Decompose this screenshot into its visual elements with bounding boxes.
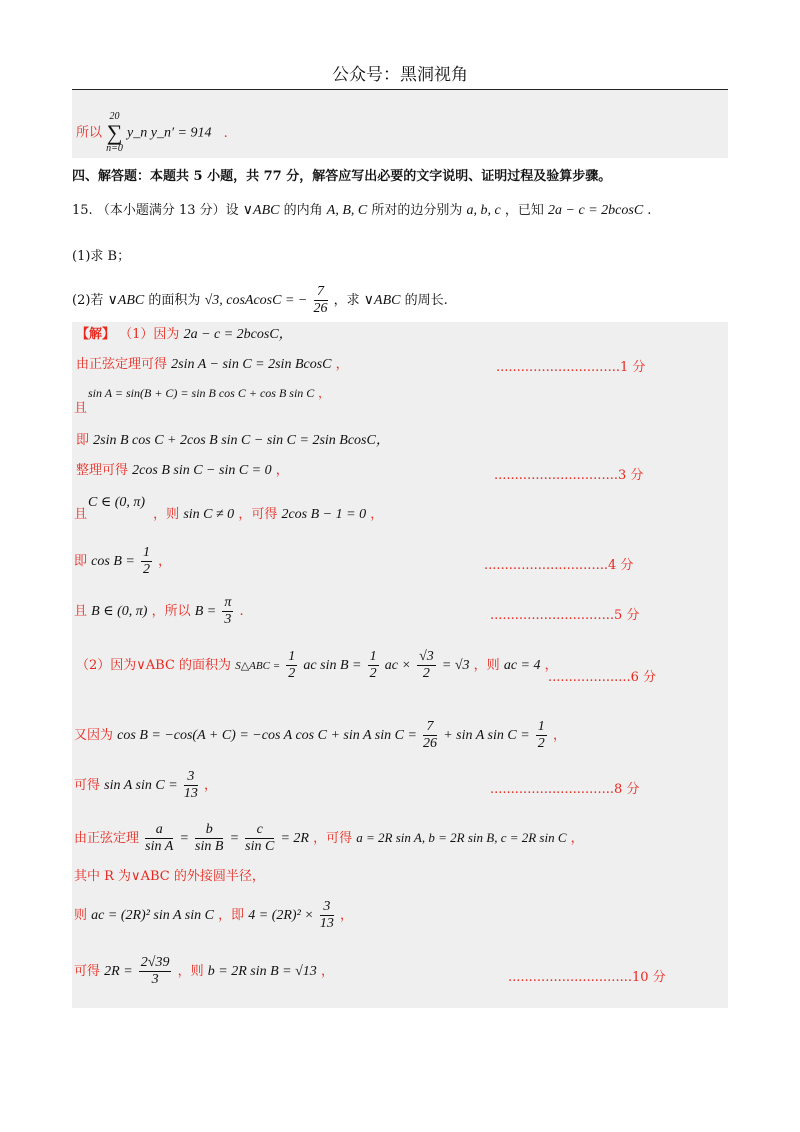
previous-answer-box xyxy=(72,90,728,158)
solution-text: ，可得 xyxy=(238,507,278,522)
expression: 2sin A − sin C = 2sin BcosC xyxy=(171,357,332,372)
denominator: sin A xyxy=(145,839,174,854)
expression: sin A = sin(B + C) = sin B cos C + cos B sin C xyxy=(88,386,315,400)
solution-text: （2）因为∨ABC 的面积为 xyxy=(76,658,232,673)
fraction xyxy=(320,899,334,932)
fraction xyxy=(245,822,274,855)
solution-text: ，则 xyxy=(153,507,180,522)
solution-part-2-line-1 xyxy=(76,646,558,686)
fraction xyxy=(423,719,437,752)
denominator: 2 xyxy=(369,666,377,681)
solution-text: 可得 xyxy=(74,964,101,979)
problem-intro: （本小题满分 13 分）设 xyxy=(96,203,239,218)
expression: b = 2R sin B = √13 xyxy=(207,964,317,979)
score-mark-6: ....................6 分 xyxy=(548,670,657,685)
expression: ac sin B = xyxy=(303,658,362,673)
triangle-abc: ∨ABC xyxy=(242,203,280,218)
sides: a, b, c xyxy=(466,203,501,218)
solution-text: 整理可得 xyxy=(76,463,129,478)
part-1: (1)求 B； xyxy=(72,249,131,264)
fraction xyxy=(536,719,547,752)
solution-text: 可得 xyxy=(74,778,101,793)
expression: 2R = xyxy=(104,964,133,979)
solution-line-6 xyxy=(74,506,383,524)
solution-line-4 xyxy=(76,432,390,450)
part2-expression: √3, cosAcosC = − xyxy=(204,293,308,308)
triangle-abc: ∨ABC xyxy=(107,293,145,308)
numerator: 1 xyxy=(142,545,150,560)
solution-text: ，则 xyxy=(473,658,500,673)
denominator: 2 xyxy=(422,666,430,681)
solution-text: 又因为 xyxy=(74,728,114,743)
score-mark-1: ..............................1 分 xyxy=(496,360,646,375)
solution-text: ，所以 xyxy=(151,604,191,619)
solution-part-2-line-6 xyxy=(74,896,353,936)
punct: ， xyxy=(275,463,289,478)
solution-text: 即 xyxy=(76,433,90,448)
expression: 2cos B sin C − sin C = 0 xyxy=(132,463,272,478)
part2-label: (2)若 xyxy=(72,293,104,308)
solution-text: 则 xyxy=(74,908,88,923)
solution-text: （1）因为 xyxy=(119,327,180,342)
solution-part-2-line-7 xyxy=(74,952,334,992)
numerator: c xyxy=(245,822,274,839)
expression: ac = (2R)² sin A sin C xyxy=(91,908,214,923)
so-label: 所以 xyxy=(76,125,103,141)
numerator: π xyxy=(224,595,232,610)
solution-text: 由正弦定理可得 xyxy=(76,357,168,372)
numerator: 3 xyxy=(184,769,198,786)
denominator: 2 xyxy=(142,562,150,577)
problem-number: 15. xyxy=(72,203,93,218)
section-title: 四、解答题：本题共 5 小题，共 77 分，解答应写出必要的文字说明、证明过程及验算步骤。 xyxy=(72,169,612,184)
problem-text: ，已知 xyxy=(504,203,544,218)
numerator: 2√39 xyxy=(140,955,170,970)
denominator: sin B xyxy=(195,839,224,854)
solution-text: ，即 xyxy=(218,908,245,923)
expression: = √3 xyxy=(441,658,470,673)
score-mark-5: ..............................5 分 xyxy=(490,608,640,623)
numerator: 1 xyxy=(537,719,545,734)
solution-line-8 xyxy=(74,594,244,630)
denominator: sin C xyxy=(245,839,275,854)
numerator: b xyxy=(195,822,223,839)
numerator: 7 xyxy=(314,284,328,301)
expression: cos B = −cos(A + C) = −cos A cos C + sin A sin C = xyxy=(117,728,417,743)
numerator: 7 xyxy=(423,719,437,736)
denominator: 26 xyxy=(313,301,328,316)
solution-line-3 xyxy=(88,384,330,402)
numerator: a xyxy=(145,822,173,839)
page-header: 公众号：黑洞视角 xyxy=(332,65,468,85)
denominator: 13 xyxy=(319,916,334,931)
denominator: 3 xyxy=(224,612,232,627)
punct: ， xyxy=(544,658,558,673)
punct: ， xyxy=(552,728,566,743)
score-mark-8: ..............................8 分 xyxy=(490,782,640,797)
denominator: 2 xyxy=(288,666,296,681)
and-label: 且 xyxy=(74,401,88,416)
solution-part-2-line-2 xyxy=(74,716,566,756)
problem-statement xyxy=(72,202,651,220)
solution-line-5 xyxy=(76,462,289,480)
period: . xyxy=(223,125,228,141)
sum-lower: n=0 xyxy=(106,143,123,154)
expression: a = 2R sin A, b = 2R sin B, c = 2R sin C xyxy=(356,830,567,845)
part-2 xyxy=(72,284,448,317)
denominator: 26 xyxy=(423,736,438,751)
fraction xyxy=(222,595,233,628)
fraction xyxy=(368,649,379,682)
expression: = 2R xyxy=(280,831,309,846)
punct: ， xyxy=(570,831,584,846)
denominator: 2 xyxy=(537,736,545,751)
part2-text: 的面积为 xyxy=(148,293,201,308)
fraction xyxy=(314,284,328,317)
angles: A, B, C xyxy=(326,203,368,218)
given-equation: 2a − c = 2bcosC xyxy=(548,203,644,218)
denominator: 13 xyxy=(183,786,198,801)
numerator: 1 xyxy=(288,649,296,664)
score-mark-3: ..............................3 分 xyxy=(494,468,644,483)
solution-part-2-line-3 xyxy=(74,766,217,806)
part2-text: ，求 xyxy=(333,293,360,308)
fraction xyxy=(286,649,297,682)
solution-text: 即 xyxy=(74,554,88,569)
expression: 2a − c = 2bcosC， xyxy=(183,327,293,342)
expression: sin A sin C = xyxy=(104,778,178,793)
solution-line-1 xyxy=(76,326,293,344)
numerator: 3 xyxy=(320,899,334,916)
expression: 2cos B − 1 = 0 xyxy=(281,507,367,522)
denominator: 3 xyxy=(151,972,159,987)
expression: ac = 4 xyxy=(503,658,541,673)
fraction xyxy=(417,649,436,682)
sum-upper: 20 xyxy=(109,111,120,122)
punct: ， xyxy=(158,554,172,569)
and-label: 且 xyxy=(74,507,88,522)
solution-line-2 xyxy=(76,356,349,374)
sum-expression: y_n y_n′ = 914 xyxy=(127,125,212,141)
solution-part-2-line-4: 由正弦定理 $\frac{a}{\text{sin A}}$ = $\frac{b}{\text{sin B}}$ = $\frac{c}{\text{sin C}}$ = 2R ，可得 a = 2R sin A, b = 2R sin B, c = 2R sin C ， xyxy=(74,822,584,854)
solution-text: 且 xyxy=(74,604,88,619)
numerator: 1 xyxy=(369,649,377,664)
solution-line-7 xyxy=(74,544,171,580)
expression: sin C ≠ 0 xyxy=(183,507,235,522)
solution-text: 由正弦定理 xyxy=(74,831,140,846)
solution-tag: 【解】 xyxy=(76,327,116,342)
problem-text: 的内角 xyxy=(283,203,323,218)
punct: ， xyxy=(318,386,331,400)
punct: . xyxy=(239,604,244,619)
expression: cos B = xyxy=(91,554,135,569)
problem-end: . xyxy=(647,203,652,218)
part2-end: 的周长. xyxy=(404,293,448,308)
fraction xyxy=(145,822,173,855)
problem-text: 所对的边分别为 xyxy=(371,203,463,218)
punct: ， xyxy=(335,357,349,372)
punct: ， xyxy=(320,964,334,979)
expression: B = xyxy=(194,604,217,619)
solution-part-2-line-5: 其中 R 为∨ABC 的外接圆半径， xyxy=(74,869,265,884)
expression: S△ABC = xyxy=(235,660,281,672)
score-mark-4: ..............................4 分 xyxy=(484,558,634,573)
fraction xyxy=(141,545,152,578)
sigma-icon: ∑ xyxy=(106,120,123,145)
punct: ， xyxy=(370,507,384,522)
punct: ， xyxy=(203,778,217,793)
expression: C ∈ (0, π) xyxy=(88,495,146,510)
expression: + sin A sin C = xyxy=(443,728,530,743)
expression: ac × xyxy=(384,658,411,673)
summation xyxy=(106,112,123,154)
score-mark-10: ..............................10 分 xyxy=(508,970,666,985)
fraction xyxy=(139,955,172,988)
punct: ， xyxy=(340,908,354,923)
expression: 2sin B cos C + 2cos B sin C − sin C = 2sin BcosC， xyxy=(93,433,390,448)
fraction xyxy=(195,822,223,855)
numerator: √3 xyxy=(419,649,434,664)
triangle-abc: ∨ABC xyxy=(363,293,401,308)
expression: 4 = (2R)² × xyxy=(248,908,314,923)
solution-text: ，可得 xyxy=(313,831,353,846)
expression: B ∈ (0, π) xyxy=(91,604,148,619)
solution-text: ，则 xyxy=(177,964,204,979)
fraction xyxy=(184,769,198,802)
